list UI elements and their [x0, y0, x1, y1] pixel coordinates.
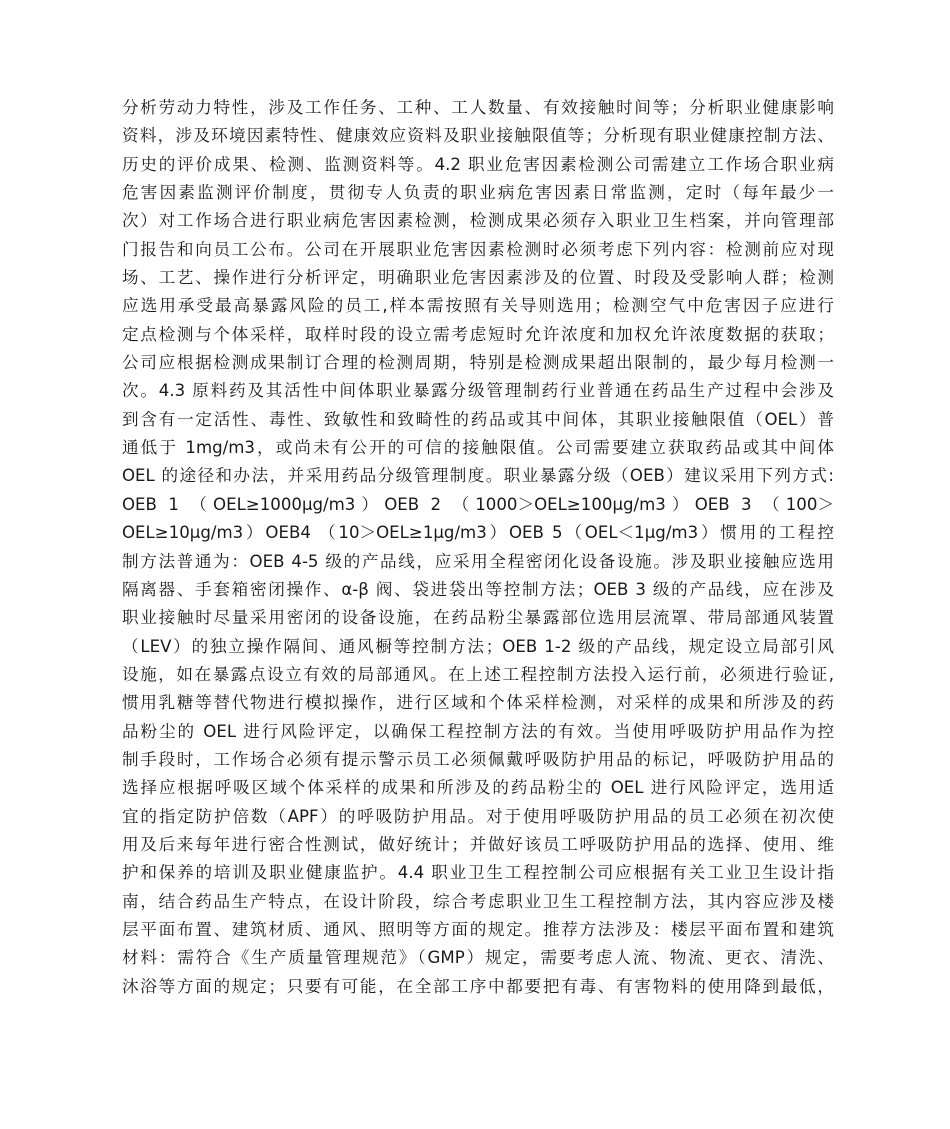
text-line: 公司应根据检测成果制订合理的检测周期，特别是检测成果超出限制的，最少每月检测一 — [122, 353, 834, 373]
text-line: 分析劳动力特性，涉及工作任务、工种、工人数量、有效接触时间等；分析职业健康影响 — [122, 98, 834, 117]
text-line: 职业接触时尽量采用密闭的设备设施，在药品粉尘暴露部位选用层流罩、带局部通风装置 — [122, 608, 834, 628]
text-line: 危害因素监测评价制度，贯彻专人负责的职业病危害因素日常监测，定时（每年最少一 — [122, 183, 834, 203]
text-line: 次。4.3 原料药及其活性中间体职业暴露分级管理制药行业普通在药品生产过程中会涉及 — [122, 381, 834, 401]
text-line: 门报告和向员工公布。公司在开展职业危害因素检测时必须考虑下列内容：检测前应对现 — [122, 239, 834, 259]
text-line: 隔离器、手套箱密闭操作、α-β 阀、袋进袋出等控制方法；OEB 3 级的产品线，应在涉及 — [122, 579, 834, 599]
text-line: 材料：需符合《生产质量管理规范》（GMP）规定，需要考虑人流、物流、更衣、清洗、 — [122, 948, 834, 968]
text-line: 沐浴等方面的规定；只要有可能，在全部工序中都要把有毒、有害物料的使用降到最低， — [122, 976, 834, 996]
text-line: 设施，如在暴露点设立有效的局部通风。在上述工程控制方法投入运行前，必须进行验证, — [122, 664, 834, 684]
text-line: 应选用承受最高暴露风险的员工,样本需按照有关导则选用；检测空气中危害因子应进行 — [122, 296, 834, 316]
text-line: （LEV）的独立操作隔间、通风橱等控制方法；OEB 1-2 级的产品线，规定设立局部引风 — [122, 636, 834, 656]
text-line: 宜的指定防护倍数（APF）的呼吸防护用品。对于使用呼吸防护用品的员工必须在初次使 — [122, 806, 834, 826]
text-line: 选择应根据呼吸区域个体采样的成果和所涉及的药品粉尘的 OEL 进行风险评定，选用适 — [122, 778, 834, 798]
text-line: 资料，涉及环境因素特性、健康效应资料及职业接触限值等；分析现有职业健康控制方法、 — [122, 126, 834, 146]
text-line: 品粉尘的 OEL 进行风险评定，以确保工程控制方法的有效。当使用呼吸防护用品作为控 — [122, 721, 834, 741]
text-line: OEB 1 （OEL≥1000μg/m3）OEB 2 （1000＞OEL≥100μg/m3）OEB 3 （100＞ — [122, 494, 834, 514]
text-line: 定点检测与个体采样，取样时段的设立需考虑短时允许浓度和加权允许浓度数据的获取； — [122, 324, 834, 344]
text-line: 南，结合药品生产特点，在设计阶段，综合考虑职业卫生工程控制方法，其内容应涉及楼 — [122, 891, 834, 911]
text-line: 制方法普通为：OEB 4-5 级的产品线，应采用全程密闭化设备设施。涉及职业接触应选用 — [122, 551, 834, 571]
text-line: 护和保养的培训及职业健康监护。4.4 职业卫生工程控制公司应根据有关工业卫生设计指 — [122, 863, 834, 883]
text-line: 场、工艺、操作进行分析评定，明确职业危害因素涉及的位置、时段及受影响人群；检测 — [122, 268, 834, 288]
text-line: OEL≥10μg/m3）OEB4 （10＞OEL≥1μg/m3）OEB 5（OEL＜1μg/m3）惯用的工程控 — [122, 523, 834, 543]
text-line: 到含有一定活性、毒性、致敏性和致畸性的药品或其中间体，其职业接触限值（OEL）普 — [122, 409, 834, 429]
text-line: 历史的评价成果、检测、监测资料等。4.2 职业危害因素检测公司需建立工作场合职业病 — [122, 154, 834, 174]
text-line: 惯用乳糖等替代物进行模拟操作，进行区域和个体采样检测，对采样的成果和所涉及的药 — [122, 693, 834, 713]
text-line: 制手段时，工作场合必须有提示警示员工必须佩戴呼吸防护用品的标记，呼吸防护用品的 — [122, 749, 834, 769]
text-line: 通低于 1mg/m3，或尚未有公开的可信的接触限值。公司需要建立获取药品或其中间体 — [122, 438, 834, 458]
text-line: OEL 的途径和办法，并采用药品分级管理制度。职业暴露分级（OEB）建议采用下列方式: — [122, 466, 834, 486]
text-line: 用及后来每年进行密合性测试，做好统计；并做好该员工呼吸防护用品的选择、使用、维 — [122, 834, 834, 854]
text-line: 次）对工作场合进行职业病危害因素检测，检测成果必须存入职业卫生档案，并向管理部 — [122, 211, 834, 231]
body-text — [122, 94, 834, 1001]
text-line: 层平面布置、建筑材质、通风、照明等方面的规定。推荐方法涉及：楼层平面布置和建筑 — [122, 919, 834, 939]
